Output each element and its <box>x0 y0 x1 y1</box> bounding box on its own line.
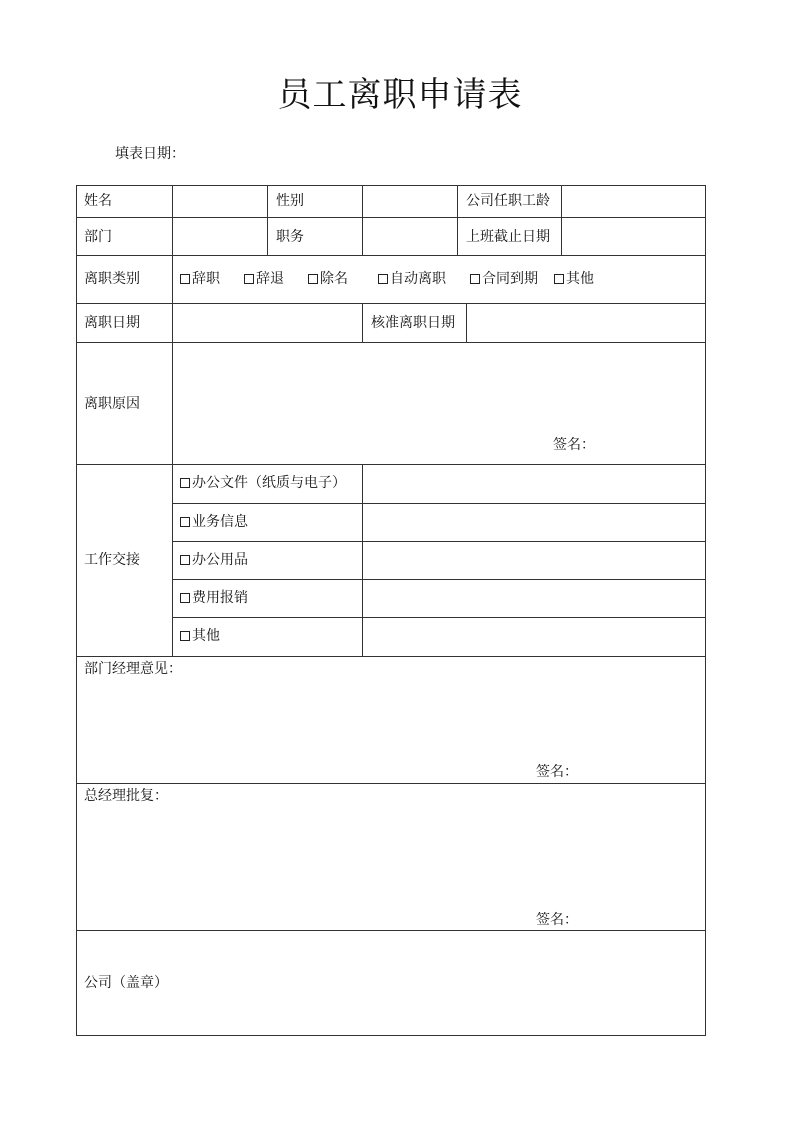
row-divider <box>76 656 706 657</box>
row-divider <box>172 579 706 580</box>
type-option-resign[interactable] <box>180 270 220 288</box>
last-workday-label: 上班截止日期 <box>466 229 550 245</box>
row-divider <box>76 217 706 218</box>
checkbox-icon[interactable] <box>244 274 254 284</box>
row-divider <box>76 783 706 784</box>
row-divider <box>172 503 706 504</box>
manager-signature-label: 签名： <box>536 764 578 780</box>
handover-item-label: 办公文件（纸质与电子） <box>192 475 346 491</box>
handover-item-label: 费用报销 <box>192 590 248 606</box>
handover-item-label: 其他 <box>192 628 220 644</box>
department-label: 部门 <box>84 229 112 245</box>
row-divider <box>76 930 706 931</box>
checkbox-icon[interactable] <box>180 555 190 565</box>
handover-item-office-supplies[interactable] <box>180 551 248 569</box>
checkbox-icon[interactable] <box>180 274 190 284</box>
option-label: 合同到期 <box>482 271 538 287</box>
option-label: 辞职 <box>192 271 220 287</box>
col-divider <box>457 185 458 255</box>
row-divider <box>76 255 706 256</box>
type-option-expulsion[interactable] <box>308 270 348 288</box>
leave-date-label: 离职日期 <box>84 315 140 331</box>
checkbox-icon[interactable] <box>180 517 190 527</box>
type-option-other[interactable] <box>554 270 594 288</box>
row-divider <box>76 342 706 343</box>
checkbox-icon[interactable] <box>180 593 190 603</box>
option-label: 自动离职 <box>390 271 446 287</box>
handover-item-business-info[interactable] <box>180 513 248 531</box>
handover-item-documents[interactable] <box>180 474 346 492</box>
form-frame <box>76 185 706 1036</box>
col-divider <box>362 185 363 255</box>
name-label: 姓名 <box>84 193 112 209</box>
col-divider <box>561 185 562 255</box>
col-divider <box>466 303 467 342</box>
resignation-type-label: 离职类别 <box>84 271 140 287</box>
checkbox-icon[interactable] <box>378 274 388 284</box>
handover-item-label: 业务信息 <box>192 514 248 530</box>
checkbox-icon[interactable] <box>180 478 190 488</box>
type-option-dismissal[interactable] <box>244 270 284 288</box>
option-label: 辞退 <box>256 271 284 287</box>
col-divider <box>172 185 173 656</box>
handover-item-expense-reimbursement[interactable] <box>180 589 248 607</box>
row-divider <box>76 464 706 465</box>
type-option-contract-expiry[interactable] <box>470 270 538 288</box>
col-divider <box>267 185 268 255</box>
row-divider <box>76 303 706 304</box>
checkbox-icon[interactable] <box>180 631 190 641</box>
gm-signature-label: 签名： <box>536 912 578 928</box>
checkbox-icon[interactable] <box>470 274 480 284</box>
gender-label: 性别 <box>276 193 304 209</box>
type-option-voluntary-leave[interactable] <box>378 270 446 288</box>
position-label: 职务 <box>276 229 304 245</box>
row-divider <box>172 541 706 542</box>
checkbox-icon[interactable] <box>308 274 318 284</box>
row-divider <box>172 617 706 618</box>
page-title: 员工离职申请表 <box>277 74 523 115</box>
reason-signature-label: 签名： <box>553 437 595 453</box>
handover-item-other[interactable] <box>180 627 220 645</box>
reason-label: 离职原因 <box>84 396 140 412</box>
manager-opinion-label: 部门经理意见： <box>84 661 182 677</box>
fill-date-label: 填表日期： <box>115 146 185 162</box>
option-label: 除名 <box>320 271 348 287</box>
company-seal-label: 公司（盖章） <box>84 975 168 991</box>
handover-label: 工作交接 <box>84 552 140 568</box>
col-divider <box>362 464 363 656</box>
checkbox-icon[interactable] <box>554 274 564 284</box>
option-label: 其他 <box>566 271 594 287</box>
col-divider <box>362 303 363 342</box>
seniority-label: 公司任职工龄 <box>466 193 550 209</box>
approved-leave-date-label: 核准离职日期 <box>371 315 455 331</box>
handover-item-label: 办公用品 <box>192 552 248 568</box>
gm-approval-label: 总经理批复： <box>84 788 168 804</box>
